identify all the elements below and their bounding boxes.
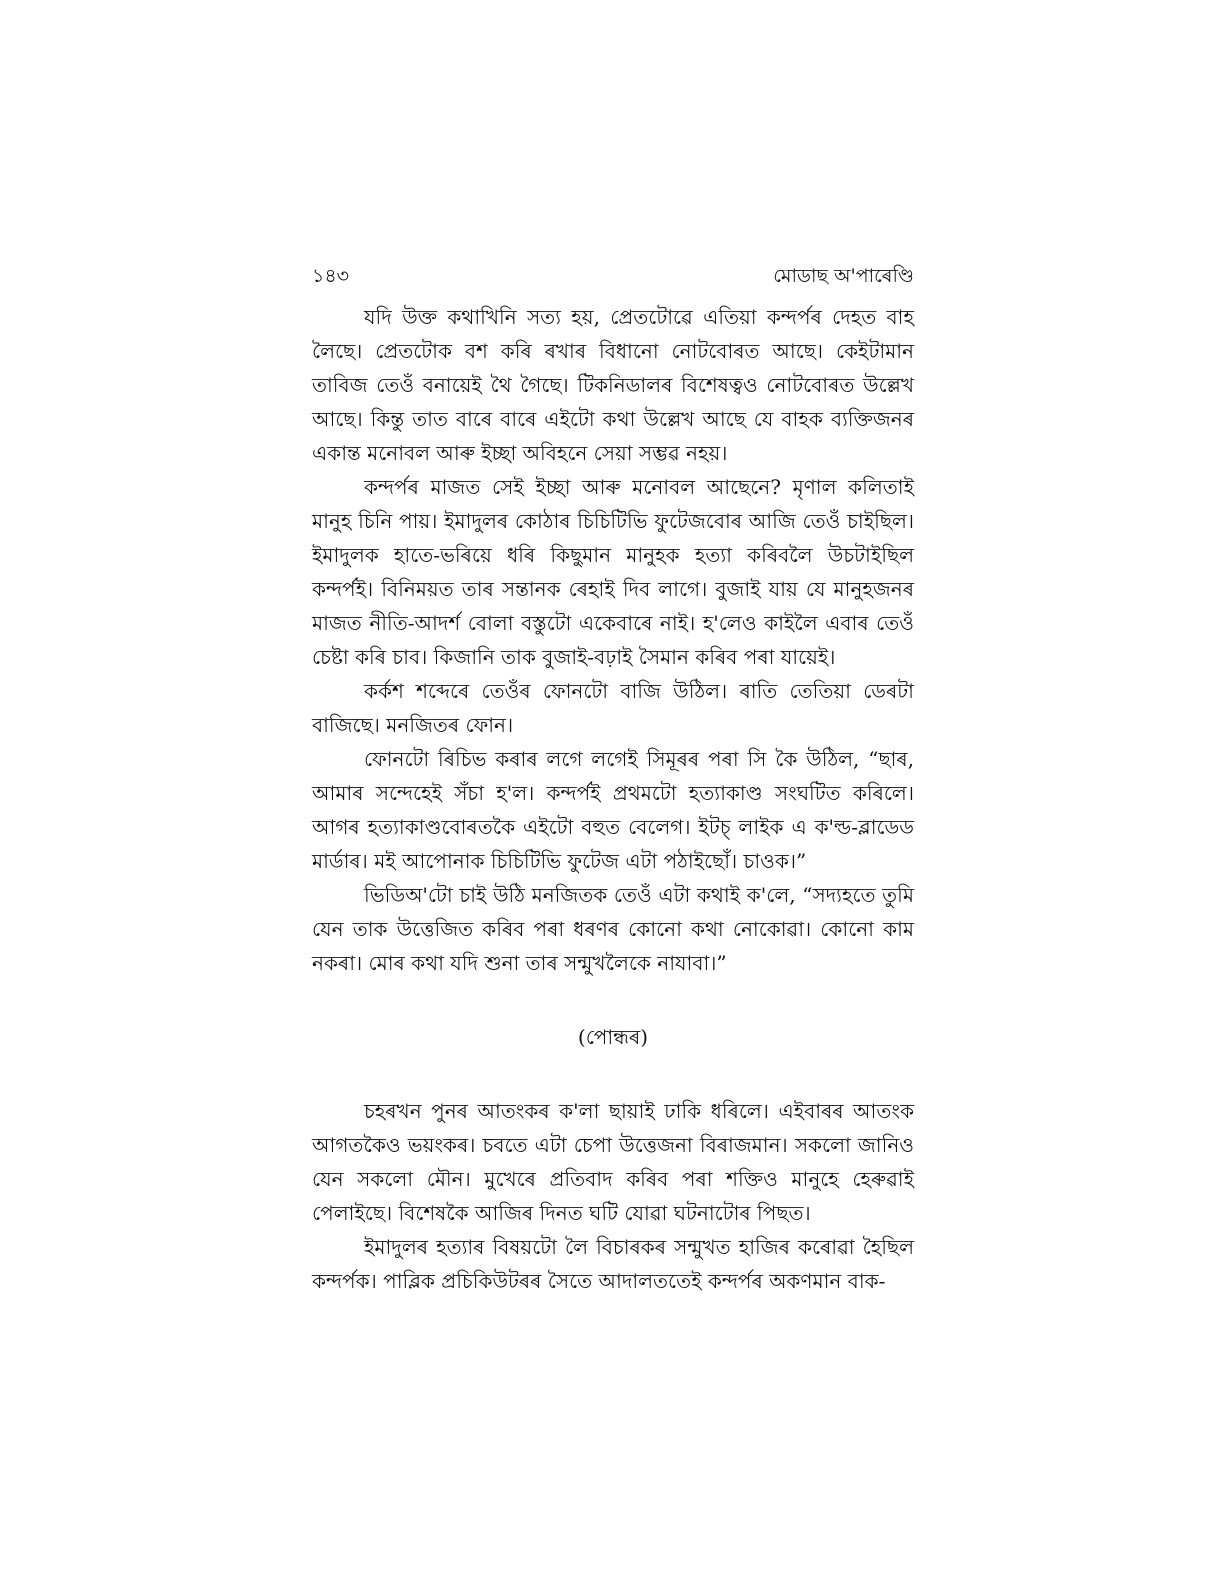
paragraph: কৰ্কশ শব্দেৰে তেওঁৰ ফোনটো বাজি উঠিল। ৰাতি তেতিয়া ডেৰটা বাজিছে। মনজিতৰ ফোন।: [312, 679, 914, 737]
book-page: [312, 262, 914, 1298]
paragraph: ভিডিঅ'টো চাই উঠি মনজিতক তেওঁ এটা কথাই ক'লে, “সদ্যহতে তুমি যেন তাক উত্তেজিত কৰিব পৰা ধৰণৰ কোনো কথা নোকোৱা। কোনো কাম নকৰা। মোৰ কথা যদি শুনা তাৰ সন্মুখলৈকে নাযাবা।”: [312, 883, 914, 975]
page-header: [312, 262, 914, 290]
paragraph: চহৰখন পুনৰ আতংকৰ ক'লা ছায়াই ঢাকি ধৰিলে। এইবাৰৰ আতংক আগতকৈও ভয়ংকৰ। চবতে এটা চেপা উত্তেজনা বিৰাজমান। সকলো জানিও যেন সকলো মৌন। মুখেৰে প্ৰতিবাদ কৰিব পৰা শক্তিও মানুহে হেৰুৱাই পেলাইছে। বিশেষকৈ আজিৰ দিনত ঘটি যোৱা ঘটনাটোৰ পিছত।: [312, 1099, 914, 1225]
running-title: মোডাছ অ'পাৰেণ্ডি: [773, 265, 914, 287]
chapter-body-before: [312, 300, 914, 980]
paragraph: কন্দৰ্পৰ মাজত সেই ইচ্ছা আৰু মনোবল আছেনে? মৃণাল কলিতাই মানুহ চিনি পায়। ইমাদুলৰ কোঠাৰ চিচিটিভি ফুটেজবোৰ আজি তেওঁ চাইছিল। ইমাদুলক হাতে-ভৰিয়ে ধৰি কিছুমান মানুহক হত্যা কৰিবলৈ উচটাইছিল কন্দৰ্পই। বিনিময়ত তাৰ সন্তানক ৰেহাই দিব লাগে। বুজাই যায় যে মানুহজনৰ মাজত নীতি-আদৰ্শ বোলা বস্তুটো একেবাৰে নাই। হ'লেও কাইলৈ এবাৰ তেওঁ চেষ্টা কৰি চাব। কিজানি তাক বুজাই-বঢ়াই সৈমান কৰিব পৰা যায়েই।: [312, 475, 914, 669]
section-heading: (পোন্ধৰ): [577, 1025, 649, 1049]
page-number: ১৪৩: [312, 265, 350, 287]
paragraph: যদি উক্ত কথাখিনি সত্য হয়, প্ৰেতটোৱে এতিয়া কন্দৰ্পৰ দেহত বাহ লৈছে। প্ৰেতটোক বশ কৰি ৰখাৰ বিধানো নোটবোৰত আছে। কেইটামান তাবিজ তেওঁ বনায়েই থৈ গৈছে। টিকনিডালৰ বিশেষত্বও নোটবোৰত উল্লেখ আছে। কিন্তু তাত বাৰে বাৰে এইটো কথা উল্লেখ আছে যে বাহক ব্যক্তিজনৰ একান্ত মনোবল আৰু ইচ্ছা অবিহনে সেয়া সম্ভৱ নহয়।: [312, 305, 914, 465]
paragraph: ফোনটো ৰিচিভ কৰাৰ লগে লগেই সিমূৰৰ পৰা সি কৈ উঠিল, “ছাৰ, আমাৰ সন্দেহেই সঁচা হ'ল। কন্দৰ্পই প্ৰথমটো হত্যাকাণ্ড সংঘটিত কৰিলে। আগৰ হত্যাকাণ্ডবোৰতকৈ এইটো বহুত বেলেগ। ইটচ্ লাইক এ ক'ল্ড-ব্লাডেড মাৰ্ডাৰ। মই আপোনাক চিচিটিভি ফুটেজ এটা পঠাইছোঁ। চাওক।”: [312, 747, 914, 873]
chapter-body-after: [312, 1094, 914, 1298]
paragraph: ইমাদুলৰ হত্যাৰ বিষয়টো লৈ বিচাৰকৰ সন্মুখত হাজিৰ কৰোৱা হৈছিল কন্দৰ্পক। পাব্লিক প্ৰচিকিউটৰৰ সৈতে আদালততেই কন্দৰ্পৰ অকণমান বাক-: [312, 1235, 914, 1293]
